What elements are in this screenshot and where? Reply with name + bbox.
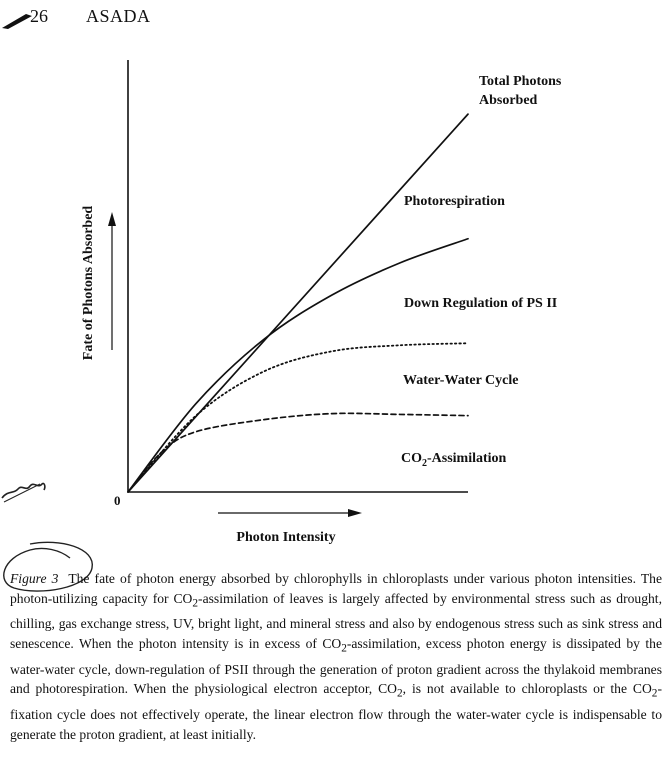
running-head: ASADA (86, 6, 151, 26)
caption-text-4: , is not available to chloroplasts or the CO (402, 681, 652, 697)
label-co2-assimilation: $CO_2$-Assimilation (401, 451, 507, 469)
subscript: 2 (396, 688, 403, 701)
subscript: 2 (651, 688, 658, 701)
page-number: 26 (30, 6, 48, 26)
caption-text-5: -fixation cycle does not effectively operate, the linear electron flow through the water-water cycle is indispensable to generate the proton gradient, at least initially. (10, 681, 662, 742)
caption-text-2: -assimilation of leaves is largely affected by environmental stress such as drought, chilling, gas exchange stress, UV, bright light, and mineral stress and also by endogenous stress such as sink stress and senescence. When the photon intensity is in excess of CO (10, 590, 662, 652)
caption-text-3: -assimilation, excess photon energy is dissipated by the water-water cycle, down-regulation of PSII through the generation of proton gradient across the thylakoid membranes and photorespiration. When the physiological electron acceptor, CO (10, 636, 662, 697)
x-axis-arrow-head-icon (348, 509, 362, 517)
label-down-regulation: Down Regulation of PS II (404, 296, 558, 311)
label-total-photons-line1: Total Photons (479, 74, 562, 89)
figure-label: Figure 3 (10, 571, 59, 586)
x-axis-label: Photon Intensity (236, 530, 336, 545)
y-axis-arrow-head-icon (108, 212, 116, 226)
subscript: 2 (192, 597, 199, 610)
origin-label: 0 (114, 493, 121, 508)
caption-text-1: The fate of photon energy absorbed by chlorophylls in chloroplasts under various photon intensities. The photon-utilizing capacity for CO (10, 571, 662, 606)
margin-handwriting-icon (0, 472, 60, 512)
label-water-water-cycle: Water-Water Cycle (403, 373, 519, 388)
y-axis-label: Fate of Photons Absorbed (81, 205, 96, 361)
subscript: 2 (341, 642, 347, 655)
figure-caption (10, 569, 662, 745)
label-total-photons-line2: Absorbed (479, 93, 538, 108)
label-photorespiration: Photorespiration (404, 194, 505, 209)
series-line-3 (128, 343, 468, 492)
chart-axes (108, 60, 468, 517)
